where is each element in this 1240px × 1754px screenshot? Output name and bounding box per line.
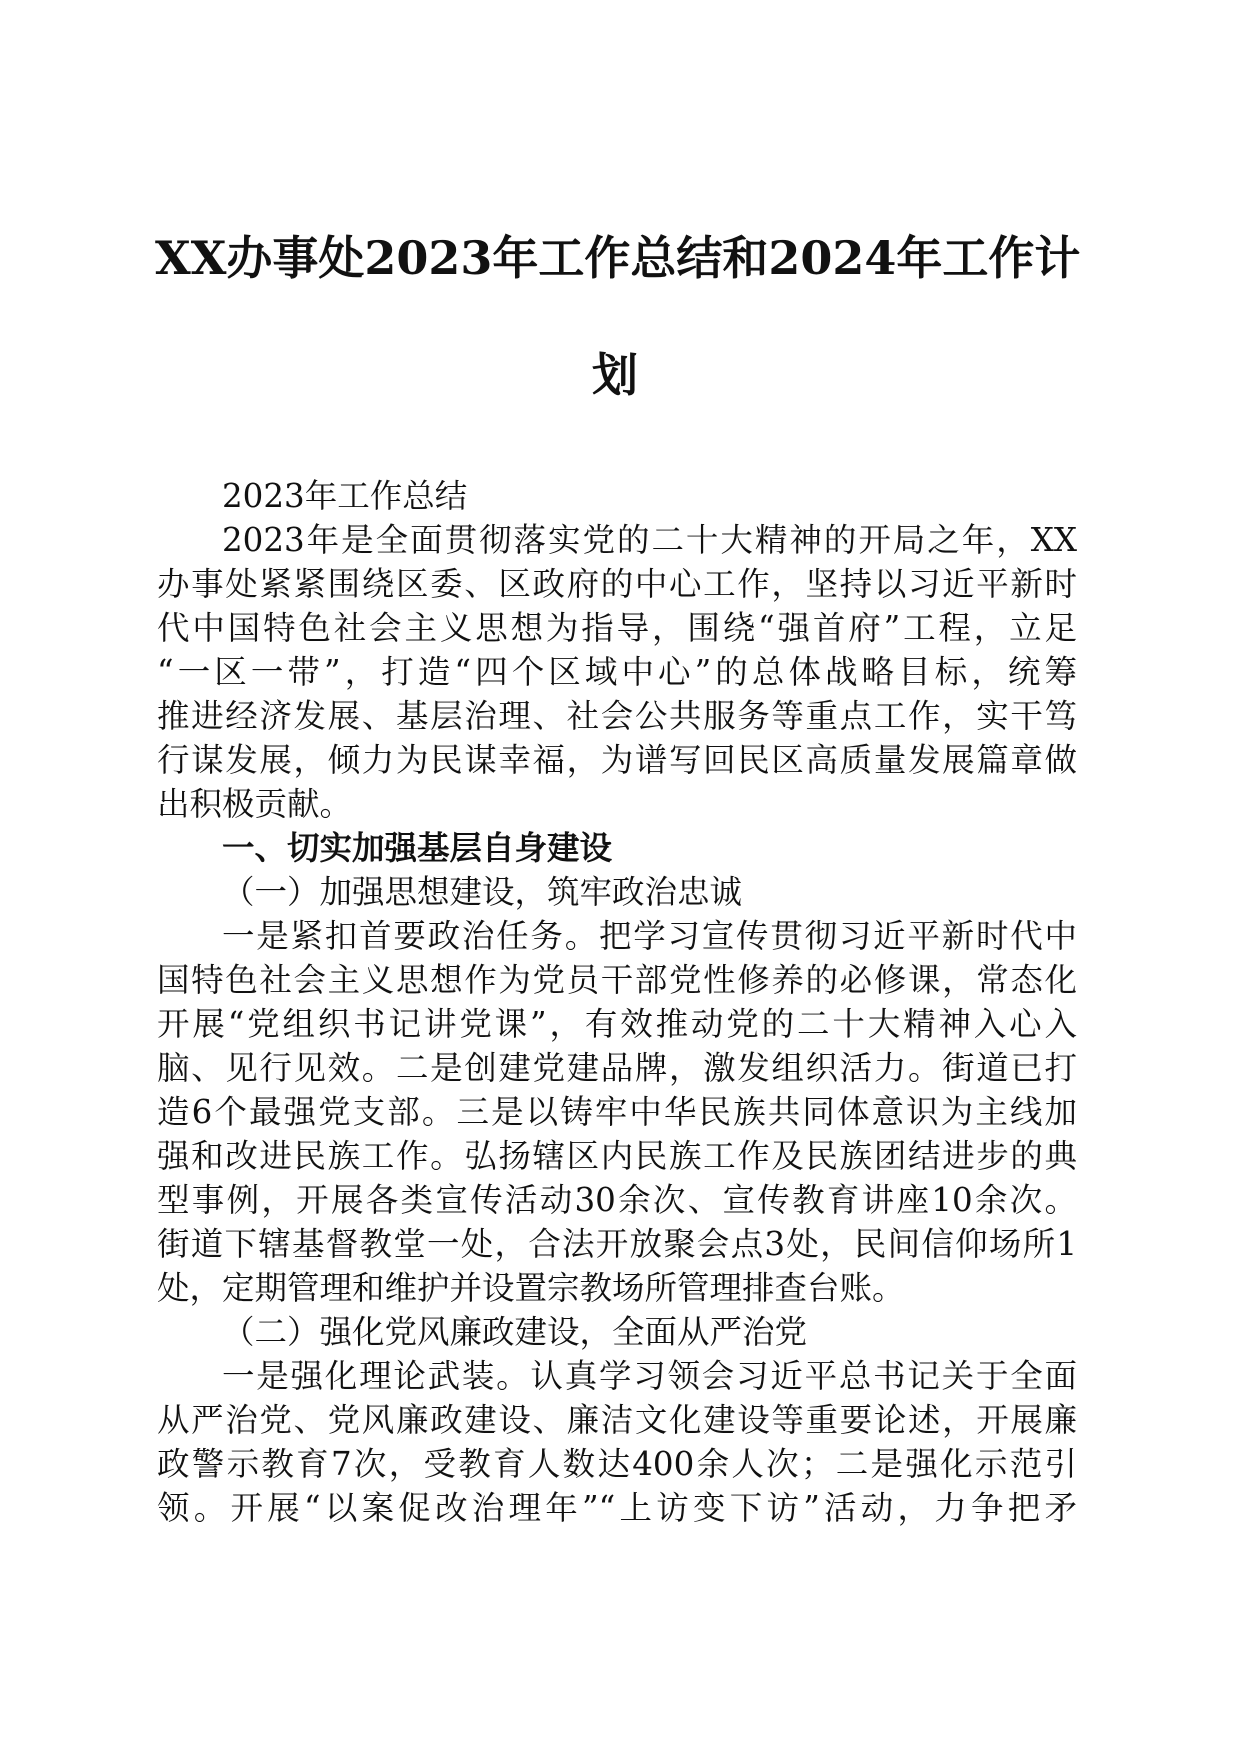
intro-line: 出积极贡献。 xyxy=(157,785,353,823)
paragraph-line: 一是强化理论武装。认真学习领会习近平总书记关于全面 xyxy=(222,1357,1077,1395)
intro-line: 2023年是全面贯彻落实党的二十大精神的开局之年，XX xyxy=(222,521,1077,559)
paragraph-line: 一是紧扣首要政治任务。把学习宣传贯彻习近平新时代中 xyxy=(222,917,1077,955)
paragraph-line: 脑、见行见效。二是创建党建品牌，激发组织活力。街道已打 xyxy=(157,1049,1077,1087)
intro-line: 办事处紧紧围绕区委、区政府的中心工作，坚持以习近平新时 xyxy=(157,565,1077,603)
subheading-2: （二）强化党风廉政建设，全面从严治党 xyxy=(222,1313,808,1351)
paragraph-line: 开展“党组织书记讲党课”，有效推动党的二十大精神入心入 xyxy=(157,1005,1077,1043)
subheading-1: （一）加强思想建设，筑牢政治忠诚 xyxy=(222,873,743,911)
paragraph-line: 政警示教育7次，受教育人数达400余人次；二是强化示范引 xyxy=(157,1445,1077,1483)
paragraph-line: 处，定期管理和维护并设置宗教场所管理排查台账。 xyxy=(157,1269,905,1307)
intro-line: 代中国特色社会主义思想为指导，围绕“强首府”工程，立足 xyxy=(157,609,1077,647)
paragraph-line: 造6个最强党支部。三是以铸牢中华民族共同体意识为主线加 xyxy=(157,1093,1077,1131)
paragraph-line: 街道下辖基督教堂一处，合法开放聚会点3处，民间信仰场所1 xyxy=(157,1225,1077,1263)
intro-line: 推进经济发展、基层治理、社会公共服务等重点工作，实干笃 xyxy=(157,697,1077,735)
document-title-line-1: XX办事处2023年工作总结和2024年工作计 xyxy=(155,231,1081,285)
intro-line: 行谋发展，倾力为民谋幸福，为谱写回民区高质量发展篇章做 xyxy=(157,741,1077,779)
section-label: 2023年工作总结 xyxy=(222,477,468,515)
paragraph-line: 国特色社会主义思想作为党员干部党性修养的必修课，常态化 xyxy=(157,961,1077,999)
paragraph-line: 型事例，开展各类宣传活动30余次、宣传教育讲座10余次。 xyxy=(157,1181,1077,1219)
paragraph-line: 领。开展“以案促改治理年”“上访变下访”活动，力争把矛 xyxy=(157,1489,1077,1527)
paragraph-line: 从严治党、党风廉政建设、廉洁文化建设等重要论述，开展廉 xyxy=(157,1401,1077,1439)
paragraph-line: 强和改进民族工作。弘扬辖区内民族工作及民族团结进步的典 xyxy=(157,1137,1077,1175)
heading-1: 一、切实加强基层自身建设 xyxy=(222,828,613,867)
intro-line: “一区一带”，打造“四个区域中心”的总体战略目标，统筹 xyxy=(157,653,1077,691)
document-title-line-2: 划 xyxy=(592,348,638,402)
